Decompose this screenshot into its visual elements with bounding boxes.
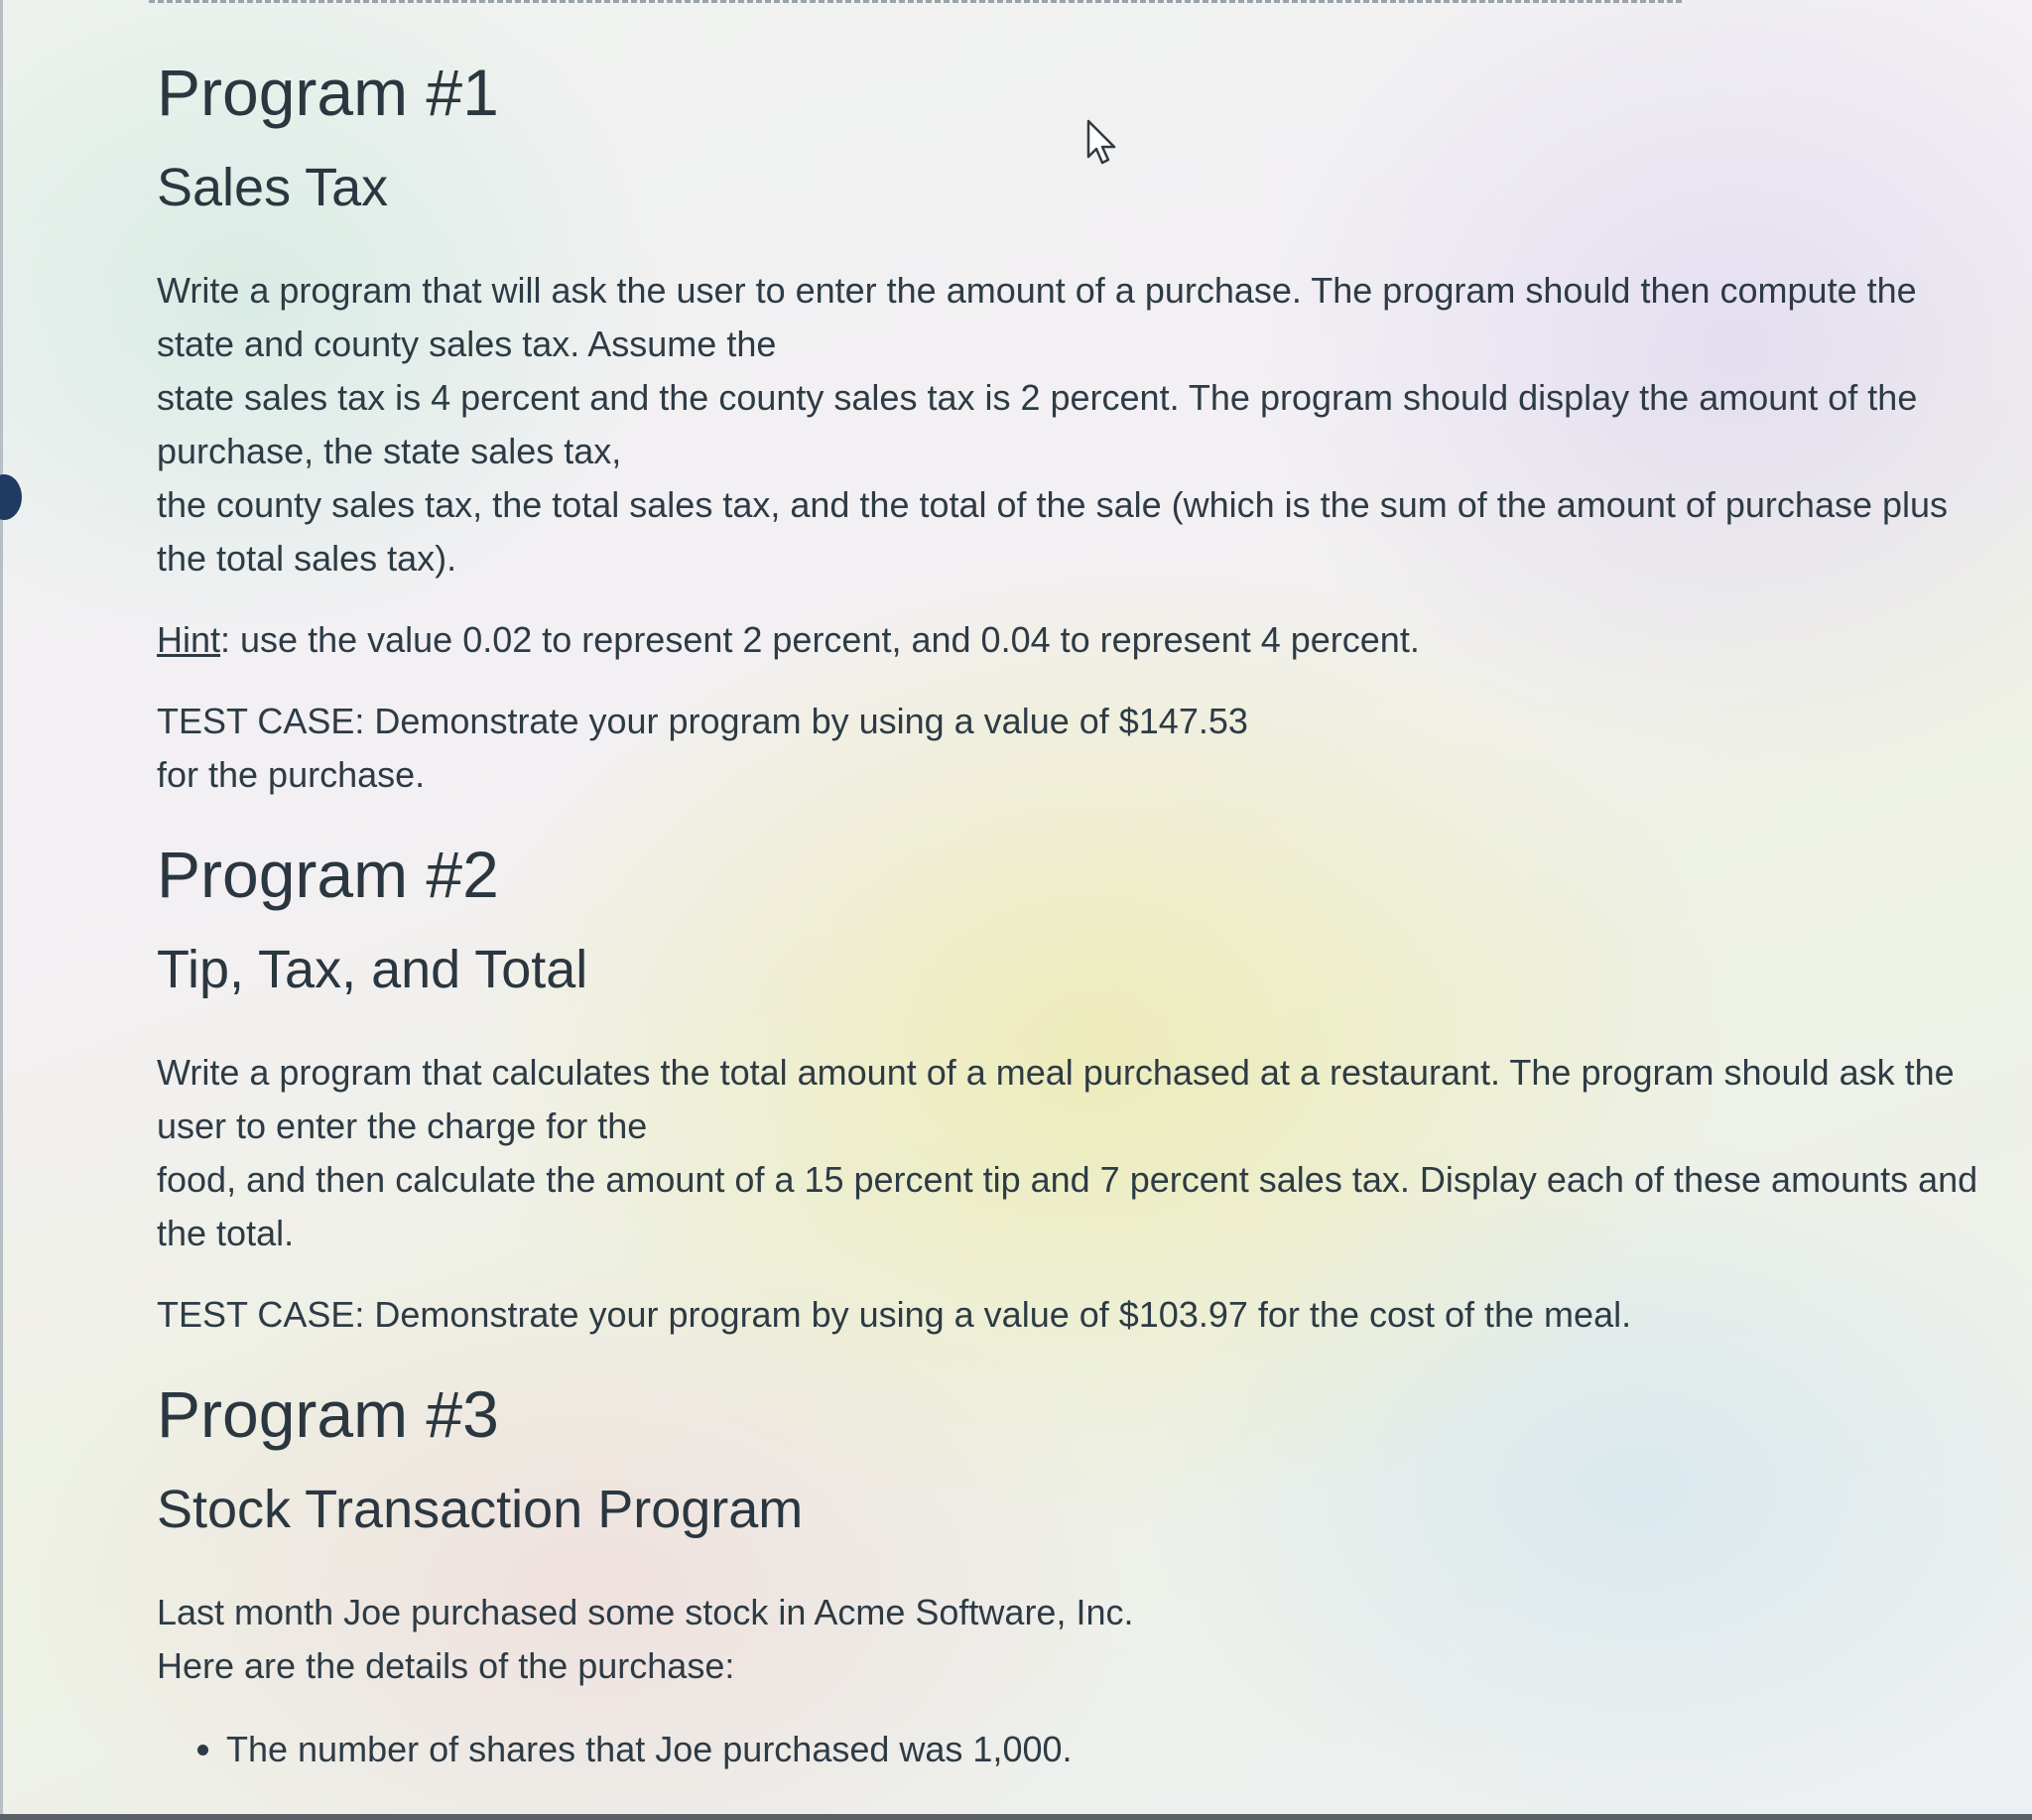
program-1-description (157, 264, 1982, 585)
program-1-description-line-3: the county sales tax, the total sales tax, and the total of the sale (which is the sum of the amount of purchase plus the total sales tax). (157, 484, 1949, 579)
program-3-title: Program #3 (157, 1377, 499, 1451)
purchase-details-list (157, 1723, 1982, 1776)
top-dashed-border (149, 0, 1682, 3)
assignment-content (157, 56, 1982, 1816)
side-indicator (0, 474, 22, 520)
program-1-title: Program #1 (157, 56, 499, 129)
program-1-test-case-line-2: for the purchase. (157, 754, 426, 795)
program-2-title: Program #2 (157, 838, 499, 911)
program-2-subtitle: Tip, Tax, and Total (157, 940, 588, 999)
program-2-description (157, 1046, 1982, 1260)
program-1-section (157, 56, 1982, 802)
program-2-test-case: TEST CASE: Demonstrate your program by using a value of $103.97 for the cost of the meal. (157, 1294, 1632, 1335)
list-item: • The number of shares that Joe purchased was 1,000. (226, 1723, 1982, 1776)
left-edge (0, 0, 3, 1820)
program-1-hint (157, 613, 1982, 667)
hint-label: Hint (157, 619, 221, 660)
program-2-description-line-1: Write a program that calculates the total amount of a meal purchased at a restaurant. The program should ask the user to enter the charge for the (157, 1052, 1955, 1146)
program-1-description-line-1: Write a program that will ask the user to enter the amount of a purchase. The program should then compute the state and county sales tax. Assume the (157, 270, 1917, 364)
program-1-description-line-2: state sales tax is 4 percent and the county sales tax is 2 percent. The program should display the amount of the purchase, the state sales tax, (157, 377, 1918, 471)
program-3-description (157, 1586, 1982, 1693)
program-2-section (157, 838, 1982, 1342)
program-1-test-case-line-1: TEST CASE: Demonstrate your program by using a value of $147.53 (157, 701, 1248, 741)
program-2-description-line-2: food, and then calculate the amount of a 15 percent tip and 7 percent sales tax. Display each of these amounts and the total. (157, 1159, 1978, 1253)
program-1-test-case (157, 695, 1982, 802)
program-3-description-line-1: Last month Joe purchased some stock in Acme Software, Inc. (157, 1592, 1134, 1632)
program-3-description-line-2: Here are the details of the purchase: (157, 1645, 735, 1686)
program-3-subtitle: Stock Transaction Program (157, 1480, 804, 1539)
program-3-section (157, 1377, 1982, 1776)
program-1-subtitle: Sales Tax (157, 158, 389, 217)
hint-text: : use the value 0.02 to represent 2 percent, and 0.04 to represent 4 percent. (220, 619, 1420, 660)
